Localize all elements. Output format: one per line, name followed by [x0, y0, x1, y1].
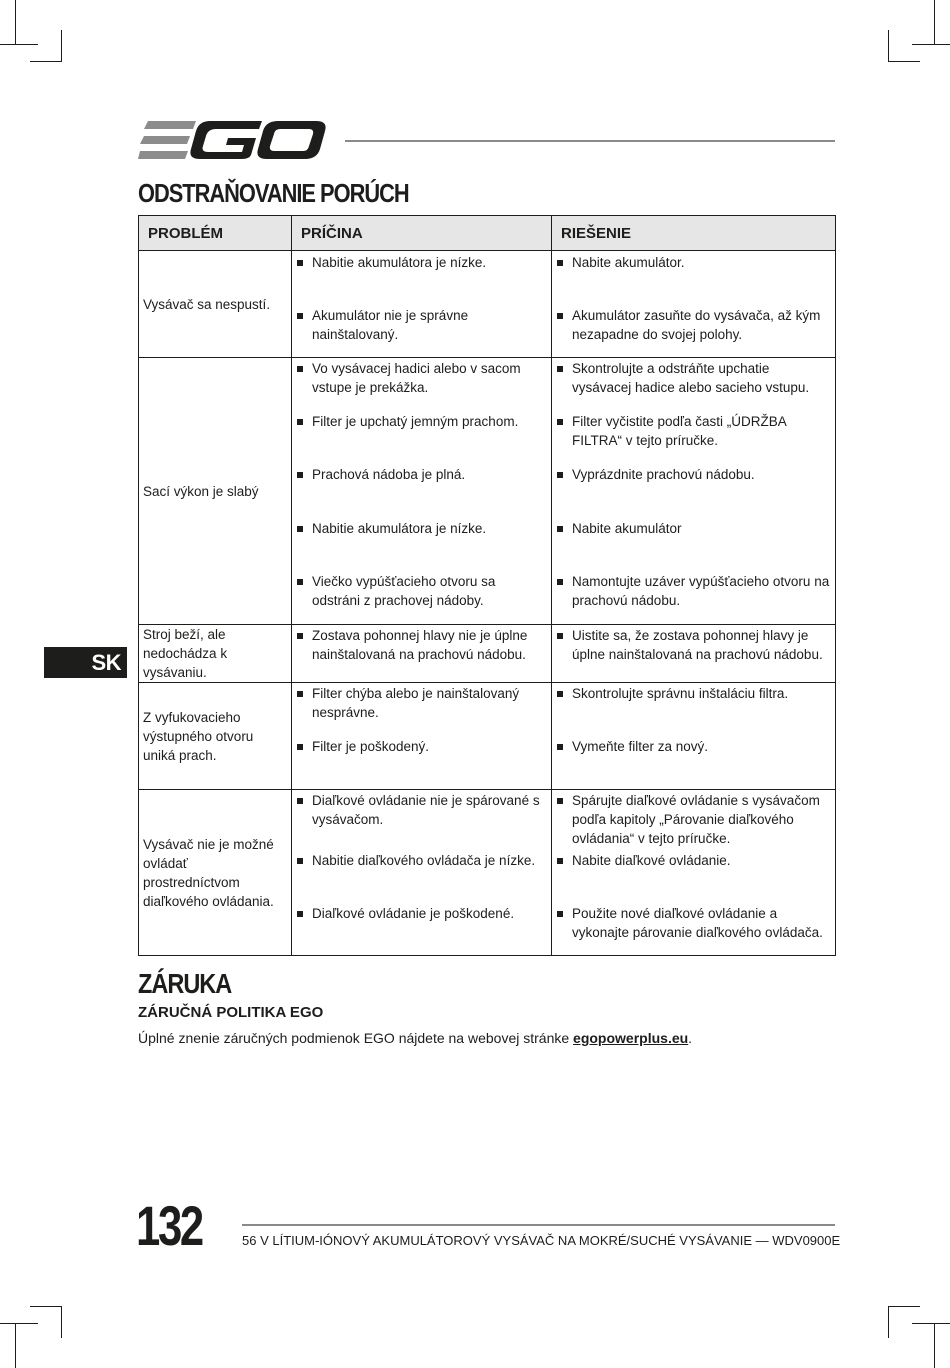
- cause-item: Filter chýba alebo je nainštalovaný nesprávne.: [292, 684, 547, 722]
- solution-item: Namontujte uzáver vypúšťacieho otvoru na prachovú nádobu.: [552, 572, 831, 610]
- bullet-icon: [297, 260, 303, 266]
- crop-mark: [934, 0, 935, 44]
- bullet-icon: [297, 313, 303, 319]
- footer-text: 56 V LÍTIUM-IÓNOVÝ AKUMULÁTOROVÝ VYSÁVAČ NA MOKRÉ/SUCHÉ VYSÁVANIE — WDV0900E: [242, 1233, 841, 1248]
- solution-item: Nabite diaľkové ovládanie.: [552, 851, 731, 870]
- bullet-icon: [297, 526, 303, 532]
- cause-item: Zostava pohonnej hlavy nie je úplne nainštalovaná na prachovú nádobu.: [292, 626, 547, 664]
- problem-cell: Stroj beží, ale nedochádza k vysávaniu.: [139, 625, 292, 683]
- bullet-icon: [557, 858, 563, 864]
- cause-item: Nabitie akumulátora je nízke.: [292, 253, 486, 272]
- bullet-icon: [557, 633, 563, 639]
- cause-item: Nabitie akumulátora je nízke.: [292, 519, 486, 538]
- solution-item: Skontrolujte správnu inštaláciu filtra.: [552, 684, 788, 703]
- cause-item: Prachová nádoba je plná.: [292, 465, 465, 484]
- table-header-row: [139, 216, 836, 251]
- problem-cell: Vysávač sa nespustí.: [139, 251, 292, 358]
- table-row: [139, 790, 836, 956]
- bullet-icon: [557, 744, 563, 750]
- bullet-icon: [297, 798, 303, 804]
- cause-cell: [292, 251, 552, 358]
- solution-item: Nabite akumulátor: [552, 519, 682, 538]
- bullet-icon: [557, 579, 563, 585]
- cause-item: Filter je upchatý jemným prachom.: [292, 412, 518, 431]
- crop-mark: [30, 61, 62, 62]
- warranty-link[interactable]: egopowerplus.eu: [573, 1030, 689, 1046]
- solution-item: Filter vyčistite podľa časti „ÚDRŽBA FILTRA“ v tejto príručke.: [552, 412, 831, 450]
- crop-mark: [888, 30, 889, 62]
- bullet-icon: [297, 633, 303, 639]
- solution-item: Spárujte diaľkové ovládanie s vysávačom podľa kapitoly „Párovanie diaľkového ovládania“ v tejto príručke.: [552, 791, 831, 848]
- cause-cell: [292, 358, 552, 625]
- solution-cell: [552, 251, 836, 358]
- page-number: 132: [136, 1194, 202, 1257]
- ego-logo: [138, 118, 328, 164]
- solution-cell: [552, 625, 836, 683]
- solution-cell: [552, 358, 836, 625]
- cause-item: Viečko vypúšťacieho otvoru sa odstráni z prachovej nádoby.: [292, 572, 547, 610]
- bullet-icon: [557, 911, 563, 917]
- problem-cell: Z vyfukovacieho výstupného otvoru uniká prach.: [139, 683, 292, 790]
- column-header-problem: PROBLÉM: [139, 216, 292, 251]
- cause-cell: [292, 625, 552, 683]
- crop-mark: [0, 44, 38, 45]
- warranty-subtitle: ZÁRUČNÁ POLITIKA EGO: [138, 1004, 324, 1021]
- bullet-icon: [557, 366, 563, 372]
- solution-item: Akumulátor zasuňte do vysávača, až kým nezapadne do svojej polohy.: [552, 306, 831, 344]
- cause-cell: [292, 683, 552, 790]
- cause-item: Akumulátor nie je správne nainštalovaný.: [292, 306, 547, 348]
- bullet-icon: [297, 366, 303, 372]
- crop-mark: [15, 1323, 16, 1368]
- crop-mark: [61, 30, 62, 62]
- warranty-text: [138, 1030, 692, 1046]
- table-row: [139, 625, 836, 683]
- solution-item: Vymeňte filter za nový.: [552, 737, 708, 756]
- warranty-period: .: [688, 1030, 693, 1046]
- bullet-icon: [297, 911, 303, 917]
- crop-mark: [912, 1323, 950, 1324]
- language-tab: SK: [44, 647, 127, 678]
- solution-item: Skontrolujte a odstráňte upchatie vysávacej hadice alebo sacieho vstupu.: [552, 359, 831, 397]
- ego-logo-graphic: [138, 118, 328, 164]
- problem-cell: Vysávač nie je možné ovládať prostredníctvom diaľkového ovládania.: [139, 790, 292, 956]
- cause-item: Vo vysávacej hadici alebo v sacom vstupe je prekážka.: [292, 359, 547, 397]
- crop-mark: [30, 1306, 62, 1307]
- bullet-icon: [297, 858, 303, 864]
- cause-cell: [292, 790, 552, 956]
- column-header-solution: RIEŠENIE: [552, 216, 836, 251]
- crop-mark: [912, 44, 950, 45]
- bullet-icon: [297, 691, 303, 697]
- bullet-icon: [557, 419, 563, 425]
- bullet-icon: [557, 691, 563, 697]
- table-row: [139, 683, 836, 790]
- section-title: ODSTRAŇOVANIE PORÚCH: [138, 178, 409, 208]
- solution-cell: [552, 790, 836, 956]
- problem-cell: Sací výkon je slabý: [139, 358, 292, 625]
- crop-mark: [61, 1306, 62, 1338]
- solution-item: Vyprázdnite prachovú nádobu.: [552, 465, 755, 484]
- bullet-icon: [557, 313, 563, 319]
- crop-mark: [934, 1323, 935, 1368]
- cause-item: Nabitie diaľkového ovládača je nízke.: [292, 851, 535, 870]
- warranty-title: ZÁRUKA: [138, 968, 232, 999]
- troubleshooting-table: [138, 215, 836, 956]
- solution-item: Nabite akumulátor.: [552, 253, 685, 272]
- column-header-cause: PRÍČINA: [292, 216, 552, 251]
- solution-item: Uistite sa, že zostava pohonnej hlavy je úplne nainštalovaná na prachovú nádobu.: [552, 626, 831, 664]
- crop-mark: [888, 61, 920, 62]
- bullet-icon: [297, 579, 303, 585]
- bullet-icon: [557, 526, 563, 532]
- table-row: [139, 251, 836, 358]
- solution-item: Použite nové diaľkové ovládanie a vykonajte párovanie diaľkového ovládača.: [552, 904, 831, 942]
- solution-cell: [552, 683, 836, 790]
- bullet-icon: [297, 744, 303, 750]
- cause-item: Diaľkové ovládanie nie je spárované s vysávačom.: [292, 791, 547, 829]
- bullet-icon: [557, 260, 563, 266]
- crop-mark: [888, 1306, 889, 1338]
- bullet-icon: [557, 472, 563, 478]
- warranty-sentence: Úplné znenie záručných podmienok EGO nájdete na webovej stránke: [138, 1030, 574, 1046]
- crop-mark: [15, 0, 16, 44]
- cause-item: Filter je poškodený.: [292, 737, 429, 756]
- bullet-icon: [297, 472, 303, 478]
- cause-item: Diaľkové ovládanie je poškodené.: [292, 904, 514, 923]
- crop-mark: [0, 1323, 38, 1324]
- crop-mark: [888, 1306, 920, 1307]
- table-row: [139, 358, 836, 625]
- bullet-icon: [557, 798, 563, 804]
- footer-rule: [242, 1224, 835, 1226]
- bullet-icon: [297, 419, 303, 425]
- header-rule: [345, 140, 835, 142]
